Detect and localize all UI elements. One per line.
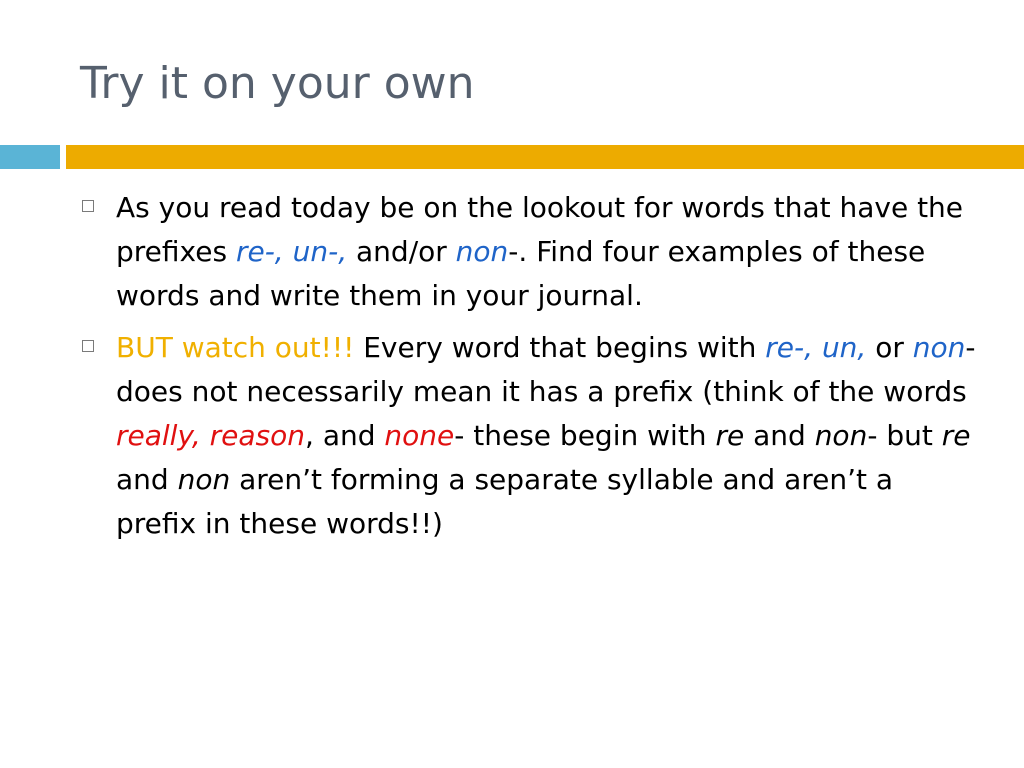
slide-title: Try it on your own	[80, 58, 475, 109]
bullet-text: or	[866, 331, 913, 364]
accent-bar-left	[0, 145, 60, 169]
word-example: really, reason	[116, 419, 306, 452]
italic-word: re	[715, 419, 745, 452]
italic-word: re	[941, 419, 971, 452]
bullet-text: and	[744, 419, 815, 452]
bullet-text: - these begin with	[454, 419, 716, 452]
bullet-item-1	[80, 186, 980, 318]
prefix-example: non	[912, 331, 966, 364]
prefix-example: non	[455, 235, 509, 268]
bullet-text: - does not necessarily mean it has a prefix (think of the words	[116, 331, 976, 408]
bullet-text: Every word that begins with	[354, 331, 766, 364]
italic-word: non	[177, 463, 231, 496]
prefix-example: un,	[821, 331, 867, 364]
bullet-text: aren’t forming a separate syllable and aren’t a prefix in these words!!)	[116, 463, 894, 540]
square-bullet-icon	[82, 340, 94, 352]
bullet-text: and/or	[347, 235, 456, 268]
bullet-text: As you read today be on the lookout for words that have the prefixes	[116, 191, 964, 268]
warning-text: BUT watch out!!!	[116, 331, 355, 364]
bullet-text: -. Find four examples of these words and write them in your journal.	[116, 235, 926, 312]
bullet-text: and	[116, 463, 178, 496]
bullet-list	[80, 186, 980, 554]
accent-bar-right	[66, 145, 1024, 169]
prefix-example: re-,	[765, 331, 814, 364]
square-bullet-icon	[82, 200, 94, 212]
bullet-text: - but	[867, 419, 942, 452]
prefix-example: re-, un-,	[235, 235, 348, 268]
italic-word: non	[814, 419, 868, 452]
bullet-text	[813, 331, 822, 364]
word-example: none	[384, 419, 455, 452]
bullet-text: , and	[305, 419, 385, 452]
bullet-item-2	[80, 326, 980, 546]
